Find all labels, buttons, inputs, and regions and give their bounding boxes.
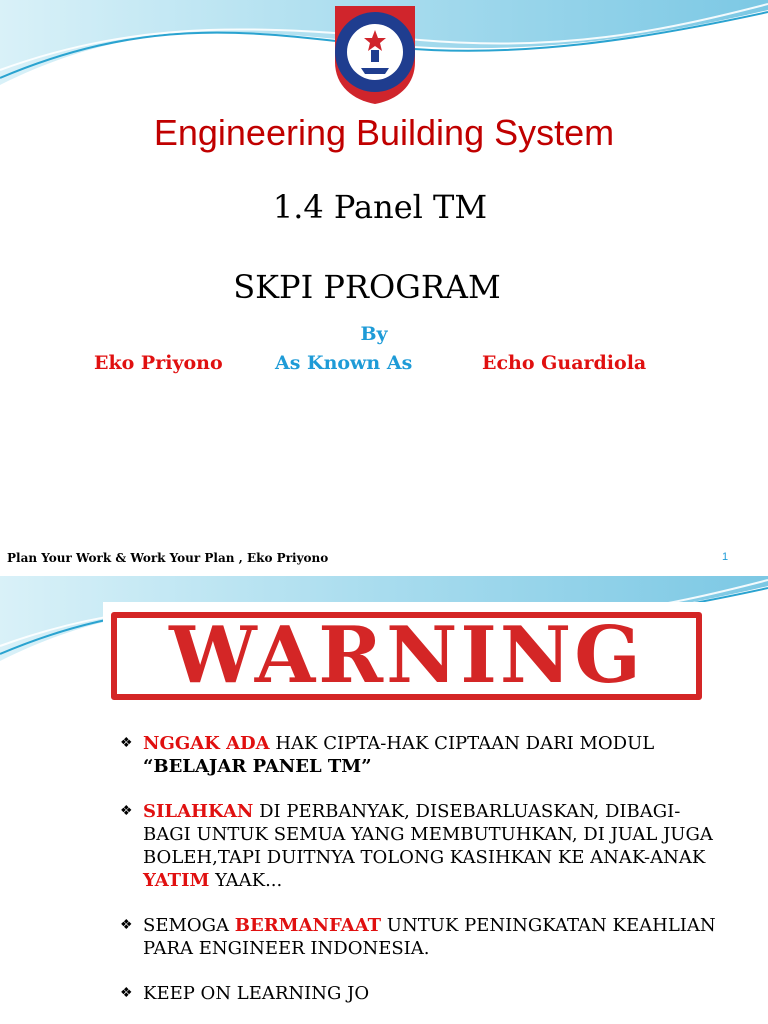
program-heading: SKPI PROGRAM bbox=[233, 268, 501, 306]
highlight-text: SILAHKAN bbox=[143, 801, 254, 822]
institute-logo bbox=[327, 2, 423, 106]
notice-list bbox=[120, 732, 720, 1024]
aka-label: As Known As bbox=[275, 352, 413, 374]
warning-stamp bbox=[103, 602, 710, 710]
bullet-text: HAK CIPTA-HAK CIPTAAN DARI MODUL bbox=[269, 733, 655, 754]
list-item bbox=[120, 914, 720, 960]
module-subtitle: 1.4 Panel TM bbox=[272, 188, 488, 226]
list-item bbox=[120, 732, 720, 778]
list-item bbox=[120, 800, 720, 892]
diamond-bullet-icon: ❖ bbox=[120, 735, 133, 751]
bullet-text: DI PERBANYAK, DISEBARLUASKAN, DIBAGI-BAGI UNTUK SEMUA YANG MEMBUTUHKAN, DI JUAL JUGA BOLEH,TAPI DUITNYA TOLONG KASIHKAN KE ANAK-ANAK bbox=[143, 801, 713, 868]
bullet-text: UNTUK PENINGKATAN KEAHLIAN PARA ENGINEER INDONESIA. bbox=[143, 915, 716, 959]
author-name: Eko Priyono bbox=[94, 352, 223, 374]
bullet-text: KEEP ON LEARNING JO bbox=[143, 983, 370, 1004]
bullet-text: YAAK... bbox=[209, 870, 283, 891]
diamond-bullet-icon: ❖ bbox=[120, 917, 133, 933]
author-alias: Echo Guardiola bbox=[482, 352, 647, 374]
list-item bbox=[120, 982, 720, 1005]
slide-footer: Plan Your Work & Work Your Plan , Eko Priyono bbox=[7, 551, 329, 565]
highlight-text: YATIM bbox=[143, 870, 210, 891]
warning-stamp-text: WARNING bbox=[169, 610, 644, 701]
highlight-text: NGGAK ADA bbox=[143, 733, 270, 754]
warning-slide bbox=[0, 576, 768, 1024]
diamond-bullet-icon: ❖ bbox=[120, 985, 133, 1001]
by-label: By bbox=[360, 323, 388, 345]
presentation-title: Engineering Building System bbox=[153, 112, 615, 153]
module-name: “BELAJAR PANEL TM” bbox=[143, 756, 372, 777]
highlight-text: BERMANFAAT bbox=[234, 915, 382, 936]
diamond-bullet-icon: ❖ bbox=[120, 803, 133, 819]
page-number: 1 bbox=[722, 551, 729, 563]
bullet-text: SEMOGA bbox=[143, 915, 235, 936]
